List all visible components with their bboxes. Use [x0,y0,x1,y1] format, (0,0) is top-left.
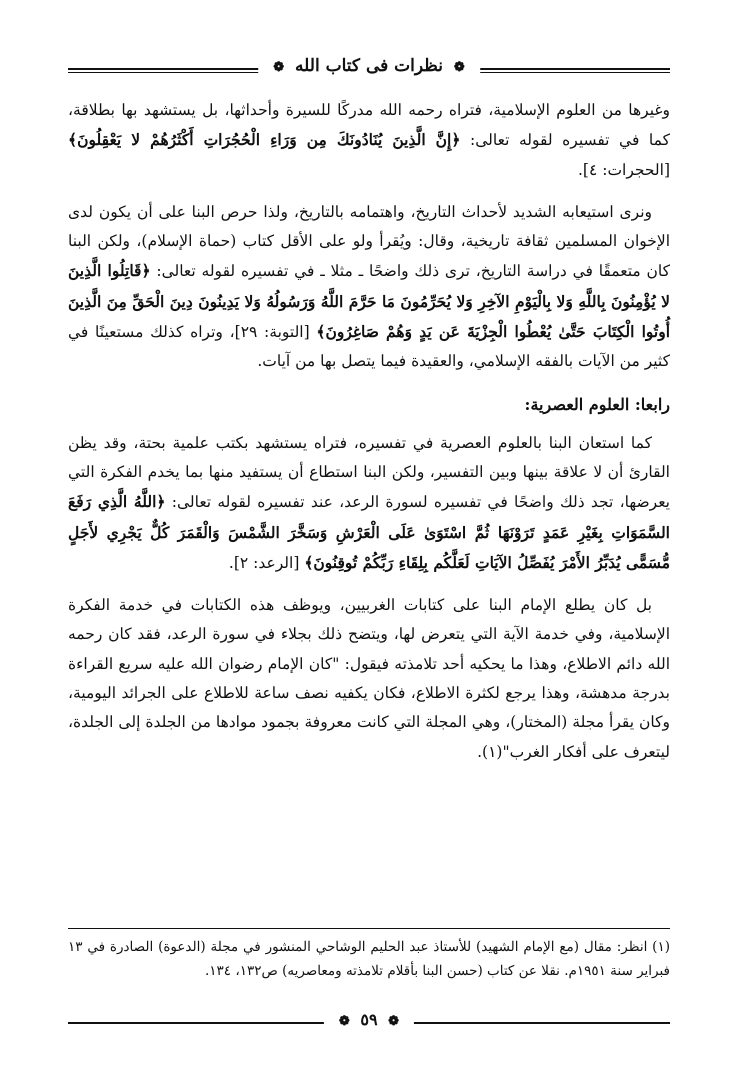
quran-quote: ﴿اللَّهُ الَّذِي رَفَعَ السَّمَوَاتِ بِغَيْرِ عَمَدٍ تَرَوْنَهَا ثُمَّ اسْتَوَىٰ عَلَى الْعَرْشِ وَسَخَّرَ الشَّمْسَ وَالْقَمَرَ كُلٌّ يَجْرِي لأَجَلٍ مُّسَمًّى يُدَبِّرُ الأَمْرَ يُفَصِّلُ الآيَاتِ لَعَلَّكُم بِلِقَاءِ رَبِّكُمْ تُوقِنُونَ﴾ [68,492,670,572]
footnote-rule [68,928,670,929]
citation: [الحجرات: ٤]. [578,160,670,179]
section-heading: رابعا: العلوم العصرية: [524,394,670,414]
page-footer [68,1008,670,1038]
flower-ornament-icon: ❁ [388,1014,400,1029]
footnotes [68,928,670,983]
page-body [68,96,670,780]
flower-ornament-icon: ❁ [273,60,285,75]
page-number: ٥٩ [360,1010,378,1029]
citation: [التوبة: ٢٩] [234,323,310,342]
paragraph-2: ونرى استيعابه الشديد لأحداث التاريخ، واهتمامه بالتاريخ، ولذا حرص البنا على أن يكون لدى الإخوان المسلمين ثقافة تاريخية، وقال: ويُقرأ ولو على الأقل كتاب (حماة الإسلام)، ولكن البنا كان متعمقًا في دراسة التاريخ، ترى ذلك واضحًا ـ مثلا ـ في تفسيره لقوله تعالى: ﴿قَاتِلُوا الَّذِينَ لا يُؤْمِنُونَ بِاللَّهِ وَلا بِالْيَوْمِ الآخِرِ وَلا يُحَرِّمُونَ مَا حَرَّمَ اللَّهُ وَرَسُولُهُ وَلا يَدِينُونَ دِينَ الْحَقِّ مِنَ الَّذِينَ أُوتُوا الْكِتَابَ حَتَّىٰ يُعْطُوا الْجِزْيَةَ عَن يَدٍ وَهُمْ صَاغِرُونَ﴾ [التوبة: ٢٩]، وتراه كذلك مستعينًا في كثير من الآيات بالفقه الإسلامي، والعقيدة فيما يتصل بها من آيات. [68,202,671,371]
footnote-1: (١) انظر: مقال (مع الإمام الشهيد) للأستاذ عبد الحليم الوشاحي المنشور في مجلة (الدعوة) الصادرة في ١٣ فبراير سنة ١٩٥١م. نقلا عن كتاب (حسن البنا بأقلام تلامذته ومعاصريه) ص١٣٢، ١٣٤. [68,939,670,979]
paragraph-4: بل كان يطلع الإمام البنا على كتابات الغربيين، ويوظف هذه الكتابات في خدمة الفكرة الإسلامية، وفي خدمة الآية التي يتعرض لها، ويتضح ذلك بجلاء في سورة الرعد، فقد كان رحمه الله دائم الاطلاع، وهذا ما يحكيه أحد تلامذته فيقول: "كان الإمام رضوان الله عليه سريع القراءة بدرجة مدهشة، وهذا يرجع لكثرة الاطلاع، فكان يكفيه نصف ساعة للاطلاع على الجرائد اليومية، وكان يقرأ مجلة (المختار)، وهي المجلة التي كانت معروفة بجمود موادها من الجلدة إلى الجلدة، ليتعرف على أفكار الغرب"(١). [68,596,670,761]
quran-quote: ﴿إِنَّ الَّذِينَ يُنَادُونَكَ مِن وَرَاءِ الْحُجُرَاتِ أَكْثَرُهُمْ لا يَعْقِلُونَ﴾ [68,130,461,150]
flower-ornament-icon: ❁ [453,60,465,75]
header-title: نظرات فى كتاب الله [295,56,443,76]
book-page [68,0,670,1086]
quran-quote: ﴿قَاتِلُوا الَّذِينَ لا يُؤْمِنُونَ بِاللَّهِ وَلا بِالْيَوْمِ الآخِرِ وَلا يُحَرِّمُونَ مَا حَرَّمَ اللَّهُ وَرَسُولُهُ وَلا يَدِينُونَ دِينَ الْحَقِّ مِنَ الَّذِينَ أُوتُوا الْكِتَابَ حَتَّىٰ يُعْطُوا الْجِزْيَةَ عَن يَدٍ وَهُمْ صَاغِرُونَ﴾ [68,261,671,342]
page-number-block [324,1010,414,1029]
citation: [الرعد: ٢]. [228,553,300,572]
header-title-block [258,56,480,76]
flower-ornament-icon: ❁ [338,1014,350,1029]
running-header [68,52,670,92]
paragraph-3: كما استعان البنا بالعلوم العصرية في تفسيره، فتراه يستشهد بكتب علمية بحتة، وقد يظن القارئ أن لا علاقة بينها وبين التفسير، ولكن البنا استطاع أن يستفيد منها بما يخدم الفكرة التي يعرضها، تجد ذلك واضحًا في تفسيره لسورة الرعد، عند تفسيره لقوله تعالى: ﴿اللَّهُ الَّذِي رَفَعَ السَّمَوَاتِ بِغَيْرِ عَمَدٍ تَرَوْنَهَا ثُمَّ اسْتَوَىٰ عَلَى الْعَرْشِ وَسَخَّرَ الشَّمْسَ وَالْقَمَرَ كُلٌّ يَجْرِي لأَجَلٍ مُّسَمًّى يُدَبِّرُ الأَمْرَ يُفَصِّلُ الآيَاتِ لَعَلَّكُم بِلِقَاءِ رَبِّكُمْ تُوقِنُونَ﴾ [الرعد: ٢]. [68,433,670,572]
paragraph-1: وغيرها من العلوم الإسلامية، فتراه رحمه الله مدركًا للسيرة وأحداثها، بل يستشهد بها بطلاقة، كما في تفسيره لقوله تعالى: ﴿إِنَّ الَّذِينَ يُنَادُونَكَ مِن وَرَاءِ الْحُجُرَاتِ أَكْثَرُهُمْ لا يَعْقِلُونَ﴾ [الحجرات: ٤]. [68,101,670,179]
footnote-reference: (١) [482,742,503,761]
